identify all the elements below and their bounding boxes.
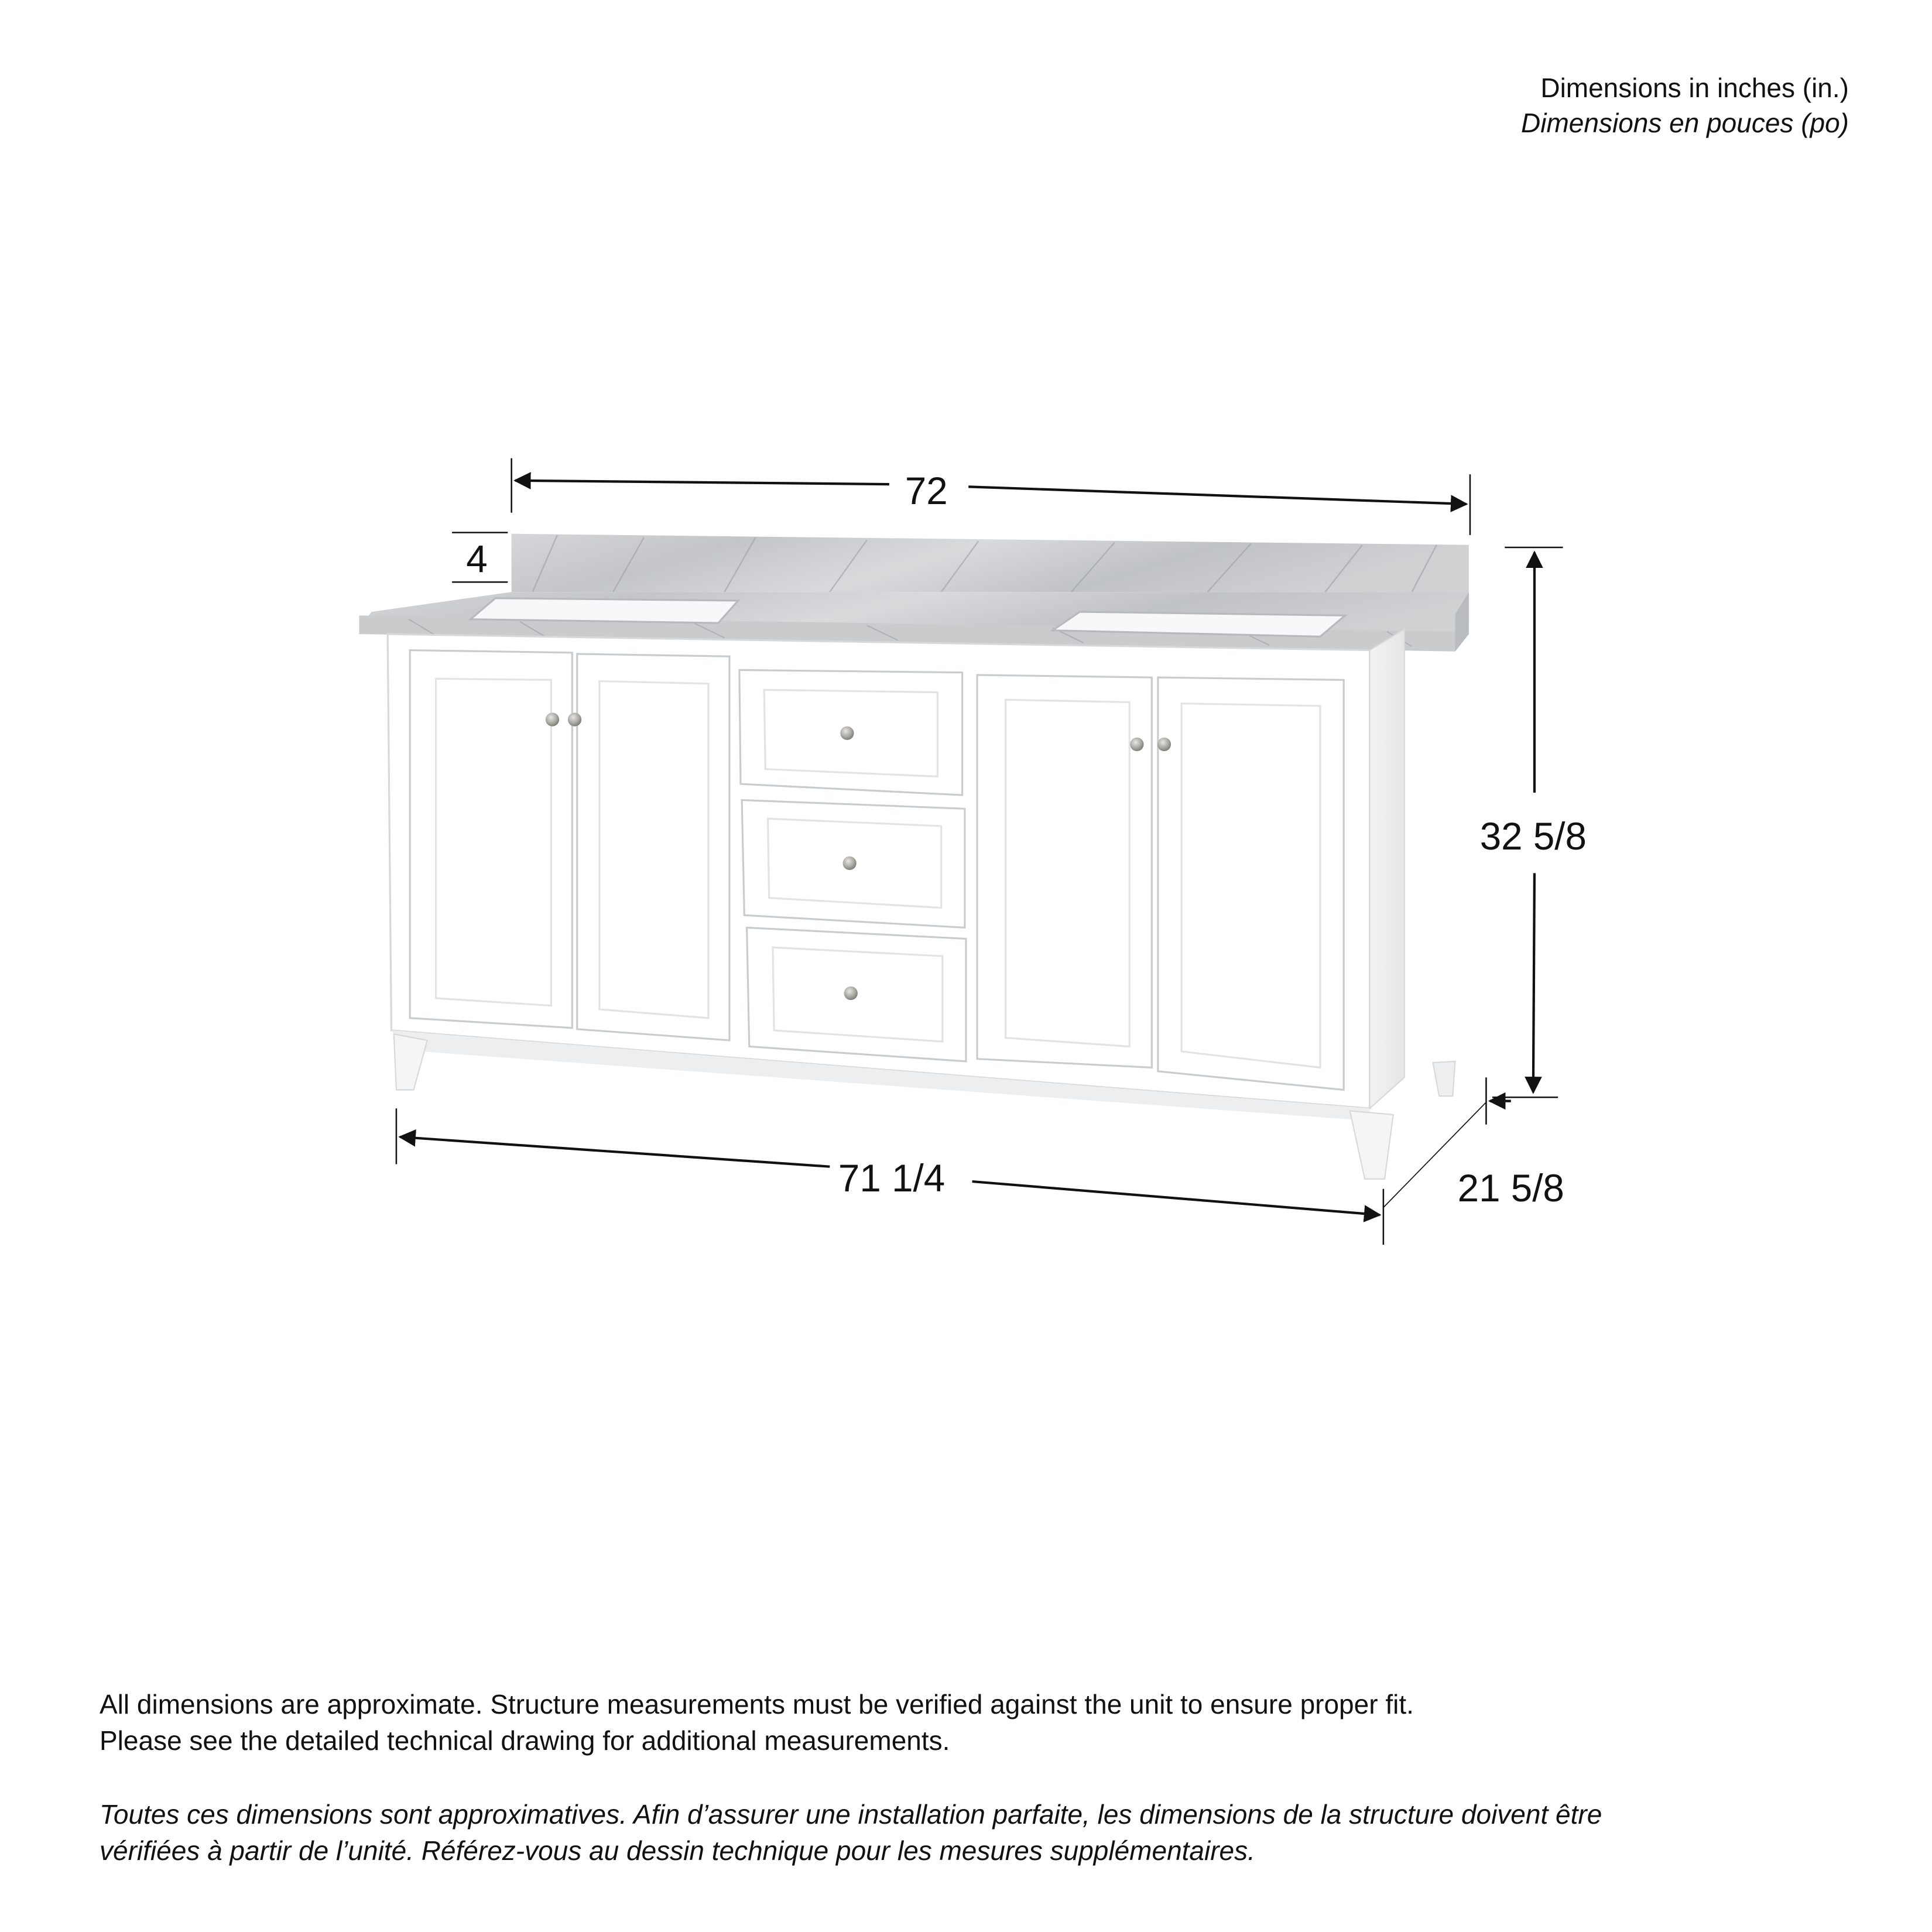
units-french: Dimensions en pouces (po) — [1521, 108, 1849, 138]
right-door-knob-2[interactable] — [1157, 738, 1171, 751]
drawer-top-knob[interactable] — [840, 727, 854, 740]
right-front-leg — [1350, 1111, 1393, 1179]
disclaimer-notes — [100, 1686, 1602, 1869]
label-depth: 21 5/8 — [1457, 1166, 1564, 1210]
label-cabinet-width: 71 1/4 — [838, 1157, 946, 1200]
note-en-1: All dimensions are approximate. Structure measurements must be verified against the unit to ensure proper fit. — [100, 1689, 1414, 1719]
note-fr-1: Toutes ces dimensions sont approximatives. Afin d’assurer une installation parfaite, les dimensions de la structure doivent être — [100, 1799, 1602, 1830]
left-front-leg — [394, 1034, 427, 1090]
label-width: 72 — [905, 469, 948, 512]
dimension-cabinet-width — [396, 1108, 1383, 1245]
label-height: 32 5/8 — [1479, 815, 1587, 858]
left-door-pair — [410, 650, 729, 1040]
left-door-knob-2[interactable] — [568, 712, 581, 726]
note-en-2: Please see the detailed technical drawing for additional measurements. — [100, 1725, 950, 1756]
left-sink — [471, 598, 738, 623]
dimension-backsplash-4 — [452, 533, 508, 583]
dimension-height — [1480, 547, 1587, 1097]
note-fr-2: vérifiées à partir de l’unité. Référez-vous au dessin technique pour les mesures supplémentaires. — [100, 1835, 1255, 1866]
drawer-stack — [739, 670, 966, 1061]
right-door-knob-1[interactable] — [1130, 738, 1143, 751]
right-door-pair — [977, 675, 1344, 1090]
dimension-width-72 — [512, 458, 1470, 535]
drawer-middle-knob[interactable] — [843, 857, 857, 870]
units-english: Dimensions in inches (in.) — [1540, 73, 1849, 103]
backsplash — [512, 534, 1469, 592]
left-door-knob-1[interactable] — [546, 712, 559, 726]
right-back-leg — [1433, 1061, 1455, 1096]
drawer-bottom-knob[interactable] — [844, 986, 858, 1000]
label-backsplash: 4 — [466, 537, 488, 581]
